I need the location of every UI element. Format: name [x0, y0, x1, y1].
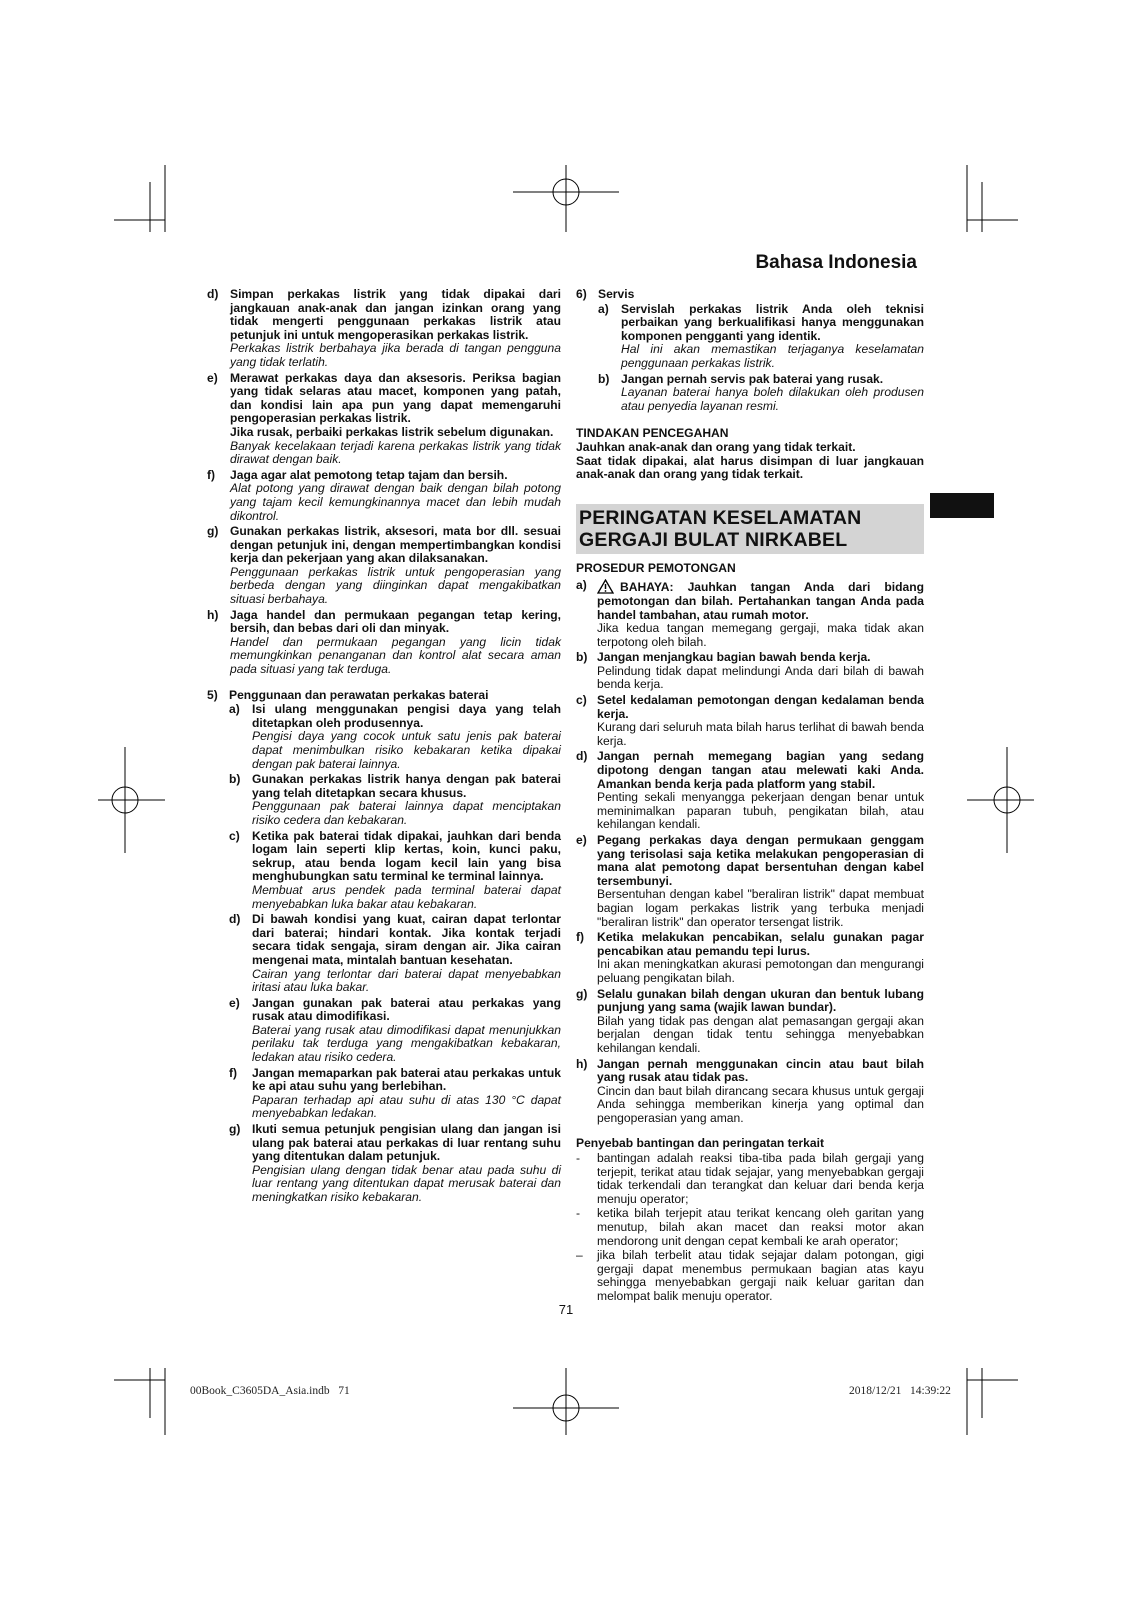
list-item: - bantingan adalah reaksi tiba-tiba pada bilah gergaji yang terjepit, terikat atau tidak sejajar, yang menyebabkan gergaji tidak terkendali dan terangkat dan keluar dari benda kerja menuju operator; — [576, 1151, 924, 1206]
list-item: g) Selalu gunakan bilah dengan ukuran dan bentuk lubang punjung yang sama (wajik lawan bundar). Bilah yang tidak pas dengan alat pemasangan gergaji akan berjalan dengan tidak tentu sehingga menyebabkan kehilangan kendali. — [576, 986, 924, 1055]
warning-triangle-icon — [597, 579, 614, 594]
list-item: b) Jangan menjangkau bagian bawah benda kerja. Pelindung tidak dapat melindungi Anda dari bilah di bawah benda kerja. — [576, 650, 924, 692]
list-item: g) Gunakan perkakas listrik, aksesori, mata bor dll. sesuai dengan petunjuk ini, dengan mempertimbangkan kondisi kerja dan pekerjaan yang akan dilaksanakan. Penggunaan perkakas listrik untuk pengoperasian yang berbeda dengan yang diinginkan dapat mengakibatkan situasi berbahaya. — [207, 524, 561, 607]
list-item: a) Isi ulang menggunakan pengisi daya yang telah ditetapkan oleh produsennya. Pengisi daya yang cocok untuk satu jenis pak baterai dapat menimbulkan risiko kebakaran ketika dipakai dengan pak baterai lainnya. — [229, 702, 561, 771]
section-title: Penggunaan dan perawatan perkakas baterai — [229, 687, 489, 702]
footer-timestamp: 2018/12/21 14:39:22 — [849, 1385, 951, 1397]
left-column — [207, 288, 561, 1207]
caution-line: Jauhkan anak-anak dan orang yang tidak terkait. — [576, 439, 856, 454]
footer-file-name: 00Book_C3605DA_Asia.indb 71 — [190, 1385, 350, 1397]
section-title: Servis — [598, 287, 635, 301]
section-service: 6) Servis a) Servislah perkakas listrik Anda oleh teknisi perbaikan yang berkualifikasi hanya menggunakan komponen pengganti yang identik. Hal ini akan memastikan terjaganya keselamatan penggunaan perkakas listrik. b) Jangan pernah servis pak baterai yang rusak. Layanan baterai hanya boleh dilakukan oleh produsen atau penyedia layanan resmi. — [576, 287, 924, 413]
right-column — [576, 288, 924, 1305]
page-number: 71 — [558, 1302, 574, 1317]
language-header: Bahasa Indonesia — [755, 252, 917, 273]
list-item: b) Gunakan perkakas listrik hanya dengan pak baterai yang telah ditetapkan secara khusus. Penggunaan pak baterai lainnya dapat menciptakan risiko cedera dan kebakaran. — [229, 772, 561, 827]
list-item: f) Jangan memaparkan pak baterai atau perkakas untuk ke api atau suhu yang berlebihan. Paparan terhadap api atau suhu di atas 130 °C dapat menyebabkan ledakan. — [229, 1065, 561, 1121]
list-item: c) Setel kedalaman pemotongan dengan kedalaman benda kerja. Kurang dari seluruh mata bilah harus terlihat di bawah benda kerja. — [576, 693, 924, 748]
section-battery-tools: 5) Penggunaan dan perawatan perkakas baterai a) Isi ulang menggunakan pengisi daya yang telah ditetapkan oleh produsennya. Pengisi daya yang cocok untuk satu jenis pak baterai dapat menimbulkan risiko kebakaran ketika dipakai dengan pak baterai lainnya. b) Gunakan perkakas listrik hanya dengan pak baterai yang telah ditetapkan secara khusus. Penggunaan pak baterai lainnya dapat menciptakan risiko cedera dan kebakaran. c) Ketika pak baterai tidak dipakai, jauhkan dari benda logam lain seperti klip kertas, koin, kunci paku, sekrup, atau benda logam kecil lain yang bisa menghubungkan satu terminal ke terminal lainnya. Membuat arus pendek pada terminal baterai dapat menyebabkan luka bakar atau kebakaran. d) Di bawah kondisi yang kuat, cairan dapat terlontar dari baterai; hindari kontak. Jika kontak terjadi secara tidak sengaja, siram dengan air. Jika cairan mengenai mata, mintalah bantuan kesehatan. Cairan yang terlontar dari baterai dapat menyebabkan iritasi atau luka bakar. e) Jangan gunakan pak baterai atau perkakas yang rusak atau dimodifikasi. Baterai yang rusak atau dimodifikasi dapat menunjukkan perilaku tak terduga yang mengakibatkan kebakaran, ledakan atau risiko cedera. f) Jangan memaparkan pak baterai atau perkakas untuk ke api atau suhu yang berlebihan. Paparan terhadap api atau suhu di atas 130 °C dapat menyebabkan ledakan. g) Ikuti semua petunjuk pengisian ulang dan jangan isi ulang pak baterai atau perkakas di luar rentang suhu yang ditentukan dalam petunjuk. Pengisian ulang dengan tidak benar atau pada suhu di luar rentang yang ditentukan dapat merusak baterai dan meningkatkan risiko kebakaran. — [207, 687, 561, 1204]
list-item: g) Ikuti semua petunjuk pengisian ulang dan jangan isi ulang pak baterai atau perkakas di luar rentang suhu yang ditentukan dalam petunjuk. Pengisian ulang dengan tidak benar atau pada suhu di luar rentang yang ditentukan dapat merusak baterai dan meningkatkan risiko kebakaran. — [229, 1122, 561, 1204]
list-item: e) Pegang perkakas daya dengan permukaan genggam yang terisolasi saja ketika melakukan pengoperasian di mana alat pemotong dapat bersentuhan dengan kabel tersembunyi. Bersentuhan dengan kabel "beraliran listrik" dapat membuat bagian logam perkakas listrik yang terbuka menjadi "beraliran listrik" dan operator tersengat listrik. — [576, 833, 924, 929]
list-item: a) Servislah perkakas listrik Anda oleh teknisi perbaikan yang berkualifikasi hanya menggunakan komponen pengganti yang identik. Hal ini akan memastikan terjaganya keselamatan penggunaan perkakas listrik. — [598, 301, 924, 370]
list-item: h) Jaga handel dan permukaan pegangan tetap kering, bersih, dan bebas dari oli dan minyak. Handel dan permukaan pegangan yang licin tidak memungkinkan penanganan dan kontrol alat secara aman pada situasi yang tak terduga. — [207, 607, 561, 677]
list-item: e) Jangan gunakan pak baterai atau perkakas yang rusak atau dimodifikasi. Baterai yang rusak atau dimodifikasi dapat menunjukkan perilaku tak terduga yang mengakibatkan kebakaran, ledakan atau risiko cedera. — [229, 995, 561, 1065]
list-item: f) Ketika melakukan pencabikan, selalu gunakan pagar pencabikan atau pemandu tepi lurus. Ini akan meningkatkan akurasi pemotongan dan mengurangi peluang pengikatan bilah. — [576, 930, 924, 985]
caution-line: Saat tidak dipakai, alat harus disimpan di luar jangkauan anak-anak dan orang yang tidak terkait. — [576, 453, 924, 482]
list-item: d) Simpan perkakas listrik yang tidak dipakai dari jangkauan anak-anak dan jangan izinkan orang yang tidak mengerti penggunaan perkakas listrik atau petunjuk ini untuk mengoperasikan perkakas listrik. Perkakas listrik berbahaya jika berada di tangan pengguna yang tidak terlatih. — [207, 287, 561, 369]
caution-heading: TINDAKAN PENCEGAHAN — [576, 426, 729, 441]
list-item: - ketika bilah terjepit atau terikat kencang oleh garitan yang menutup, bilah akan macet dan reaksi motor akan mendorong unit dengan cepat kembali ke arah operator; — [576, 1206, 924, 1248]
list-item: b) Jangan pernah servis pak baterai yang rusak. Layanan baterai hanya boleh dilakukan oleh produsen atau penyedia layanan resmi. — [598, 371, 924, 413]
list-item: d) Jangan pernah memegang bagian yang sedang dipotong dengan tangan atau melewati kaki Anda. Amankan benda kerja pada platform yang stabil. Penting sekali menyangga pekerjaan dengan benar untuk meminimalkan paparan tubuh, pengikatan bilah, atau kehilangan kendali. — [576, 749, 924, 832]
list-item: – jika bilah terbelit atau tidak sejajar dalam potongan, gigi gergaji dapat menembus permukaan bagian atas kayu sehingga menyebabkan gergaji naik keluar garitan dan melompat balik menuju operator. — [576, 1248, 924, 1303]
kickback-heading: Penyebab bantingan dan peringatan terkait — [576, 1136, 824, 1151]
list-item: f) Jaga agar alat pemotong tetap tajam dan bersih. Alat potong yang dirawat dengan baik dengan bilah potong yang tajam kecil kemungkinannya macet dan lebih mudah dikontrol. — [207, 467, 561, 523]
list-item: c) Ketika pak baterai tidak dipakai, jauhkan dari benda logam lain seperti klip kertas, koin, kunci paku, sekrup, atau benda logam kecil lain yang bisa menghubungkan satu terminal ke terminal lainnya. Membuat arus pendek pada terminal baterai dapat menyebabkan luka bakar atau kebakaran. — [229, 828, 561, 911]
section-tab-marker — [930, 493, 994, 518]
list-item: a) BAHAYA: Jauhkan tangan Anda dari bidang pemotongan dan bilah. Pertahankan tangan Anda pada handel tambahan, atau rumah motor. Jika kedua tangan memegang gergaji, maka tidak akan terpotong oleh bilah. — [576, 578, 924, 649]
list-item: e) Merawat perkakas daya dan aksesoris. Periksa bagian yang tidak selaras atau macet, komponen yang patah, dan kondisi lain apa pun yang dapat memengaruhi pengoperasian perkakas listrik. Jika rusak, perbaiki perkakas listrik sebelum digunakan. Banyak kecelakaan terjadi karena perkakas listrik yang tidak dirawat dengan baik. — [207, 370, 561, 467]
safety-warning-banner: PERINGATAN KESELAMATAN GERGAJI BULAT NIRKABEL — [576, 504, 924, 554]
cutting-procedure-heading: PROSEDUR PEMOTONGAN — [576, 560, 736, 575]
list-item: d) Di bawah kondisi yang kuat, cairan dapat terlontar dari baterai; hindari kontak. Jika kontak terjadi secara tidak sengaja, siram dengan air. Jika cairan mengenai mata, mintalah bantuan kesehatan. Cairan yang terlontar dari baterai dapat menyebabkan iritasi atau luka bakar. — [229, 912, 561, 995]
list-item: h) Jangan pernah menggunakan cincin atau baut bilah yang rusak atau tidak pas. Cincin dan baut bilah dirancang secara khusus untuk gergaji Anda sehingga memberikan kinerja yang optimal dan pengoperasian yang aman. — [576, 1056, 924, 1125]
